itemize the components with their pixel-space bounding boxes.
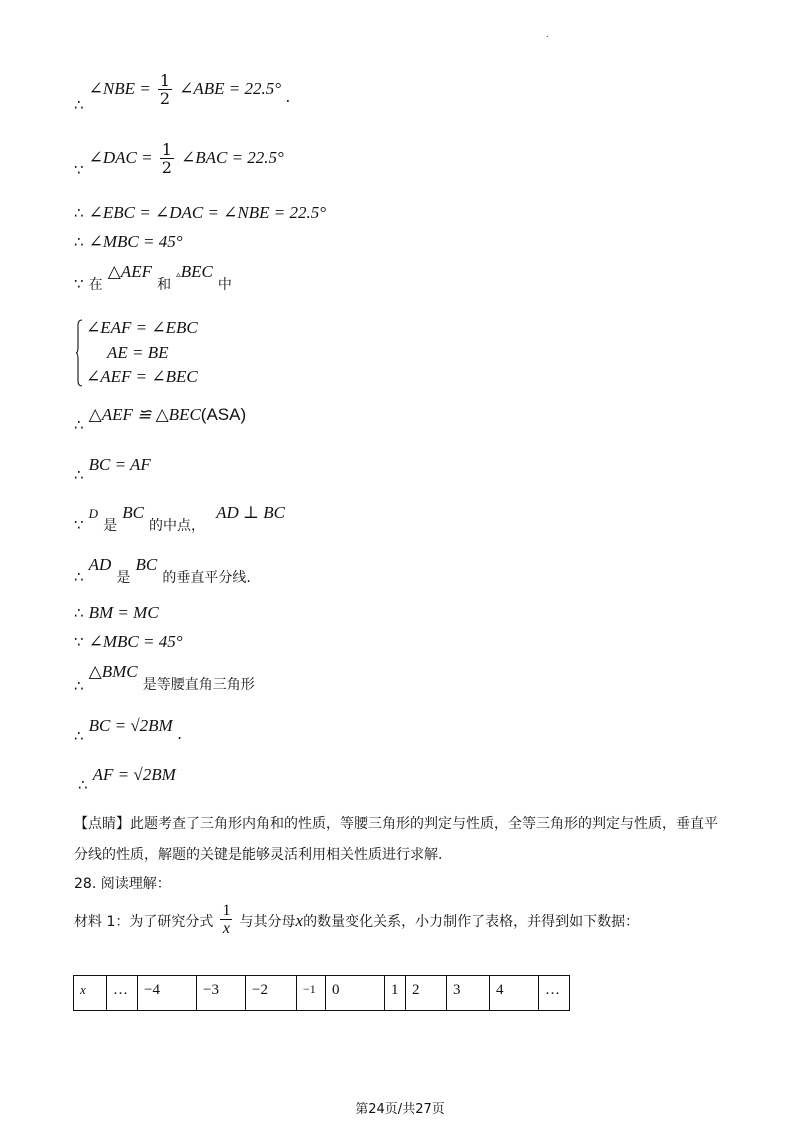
table-cell: 3	[447, 976, 490, 1011]
because-symbol: ∵	[74, 516, 84, 534]
comment-line-2: 分线的性质，解题的关键是能够灵活利用相关性质进行求解.	[74, 847, 443, 863]
header-dot: .	[546, 30, 549, 39]
expr-lhs: ∠NBE =	[88, 79, 151, 98]
table-cell: 4	[490, 976, 539, 1011]
because-symbol: ∵	[74, 161, 84, 179]
table-cell: 2	[406, 976, 447, 1011]
line-11	[74, 632, 183, 652]
question-28-title: 28. 阅读理解：	[74, 876, 171, 892]
expression: AF = √2BM	[92, 765, 176, 784]
line-5	[74, 262, 232, 293]
left-brace	[76, 319, 82, 387]
data-table	[73, 975, 570, 1011]
line-9	[74, 555, 251, 586]
word-shi: 是	[103, 518, 118, 534]
question-28-material-1	[74, 902, 639, 937]
line-2	[74, 140, 284, 179]
table-cell: 1	[385, 976, 406, 1011]
therefore-symbol: ∴	[74, 204, 84, 222]
expr-rhs: ∠BAC = 22.5°	[180, 148, 284, 167]
expression: BC = √2BM	[88, 716, 173, 735]
because-symbol: ∵	[74, 633, 84, 651]
material-1-post: 的数量变化关系，小力制作了表格，并得到如下数据：	[303, 914, 640, 930]
word-shi: 是	[116, 570, 131, 586]
therefore-symbol: ∴	[74, 96, 84, 114]
line-10	[74, 603, 159, 623]
expression: BM = MC	[88, 603, 159, 622]
table-cell: −4	[138, 976, 197, 1011]
line-3	[74, 203, 326, 223]
line-8	[74, 503, 286, 534]
because-symbol: ∵	[74, 275, 84, 293]
fraction	[158, 72, 172, 107]
line-1	[74, 71, 291, 114]
table-cell: −3	[197, 976, 246, 1011]
system-eq-1: ∠EAF = ∠EBC	[86, 318, 198, 337]
word-zai: 在	[88, 277, 103, 293]
perpendicular-bisector-text: 的垂直平分线.	[162, 570, 251, 586]
word-midpoint: 的中点，	[149, 518, 206, 534]
therefore-symbol: ∴	[78, 776, 88, 794]
therefore-symbol: ∴	[74, 466, 84, 484]
therefore-symbol: ∴	[74, 233, 84, 251]
therefore-symbol: ∴	[74, 568, 84, 586]
period: .	[177, 724, 183, 743]
line-13	[74, 716, 183, 745]
numerator: 1	[161, 140, 172, 159]
numerator: 1	[159, 71, 170, 90]
expression: ∠MBC = 45°	[88, 232, 183, 251]
word-he: 和	[157, 277, 172, 293]
line-14	[78, 765, 176, 794]
line-12	[74, 662, 255, 695]
fraction-1-over-x	[220, 902, 232, 937]
material-1-mid: 与其分母	[239, 914, 296, 930]
isosceles-right-triangle-text: 是等腰直角三角形	[142, 677, 255, 693]
table-cell: x	[74, 976, 107, 1011]
comment-line-1: 【点睛】此题考查了三角形内角和的性质，等腰三角形的判定与性质，全等三角形的判定与性质，垂直平	[74, 816, 718, 832]
material-1-pre: 材料 1：为了研究分式	[74, 914, 214, 930]
table-row	[74, 976, 570, 1011]
expression: BC = AF	[88, 455, 151, 474]
fraction	[160, 141, 174, 176]
variable-x: x	[295, 911, 304, 930]
segment-ad: AD	[88, 555, 112, 574]
page-footer: 第24页/共27页	[355, 1102, 445, 1117]
expr-lhs: ∠DAC =	[88, 148, 153, 167]
system-eq-2: AE = BE	[107, 343, 169, 362]
table-cell: −2	[246, 976, 297, 1011]
table-cell: −1	[297, 976, 326, 1011]
therefore-symbol: ∴	[74, 416, 84, 434]
table-cell: …	[107, 976, 138, 1011]
segment-bc: BC	[122, 503, 144, 522]
therefore-symbol: ∴	[74, 677, 84, 695]
therefore-symbol: ∴	[74, 604, 84, 622]
denominator: 2	[161, 158, 172, 177]
table-cell: 0	[326, 976, 385, 1011]
therefore-symbol: ∴	[74, 727, 84, 745]
line-4	[74, 232, 183, 252]
segment-bc: BC	[135, 555, 158, 574]
triangle-bec: BEC	[180, 262, 213, 281]
expression: ∠EBC = ∠DAC = ∠NBE = 22.5°	[88, 203, 327, 222]
expression: ∠MBC = 45°	[88, 632, 183, 651]
triangle-symbol: ▵	[176, 270, 181, 280]
expr-rhs: ∠ABE = 22.5°	[179, 79, 282, 98]
congruence-expression: △AEF ≌ △BEC	[88, 405, 201, 424]
line-7	[74, 455, 151, 484]
triangle-bmc: △BMC	[88, 662, 138, 681]
numerator: 1	[222, 902, 231, 919]
period: .	[286, 87, 291, 106]
denominator: x	[220, 919, 232, 937]
table-cell: …	[539, 976, 570, 1011]
denominator: 2	[159, 89, 170, 108]
line-6	[74, 405, 247, 434]
point-d: D	[88, 506, 99, 521]
word-zhong: 中	[217, 277, 232, 293]
triangle-aef: △AEF	[107, 262, 152, 281]
congruence-reason: (ASA)	[200, 405, 247, 424]
perpendicular-expression: AD ⊥ BC	[216, 503, 286, 522]
system-eq-3: ∠AEF = ∠BEC	[86, 367, 198, 386]
